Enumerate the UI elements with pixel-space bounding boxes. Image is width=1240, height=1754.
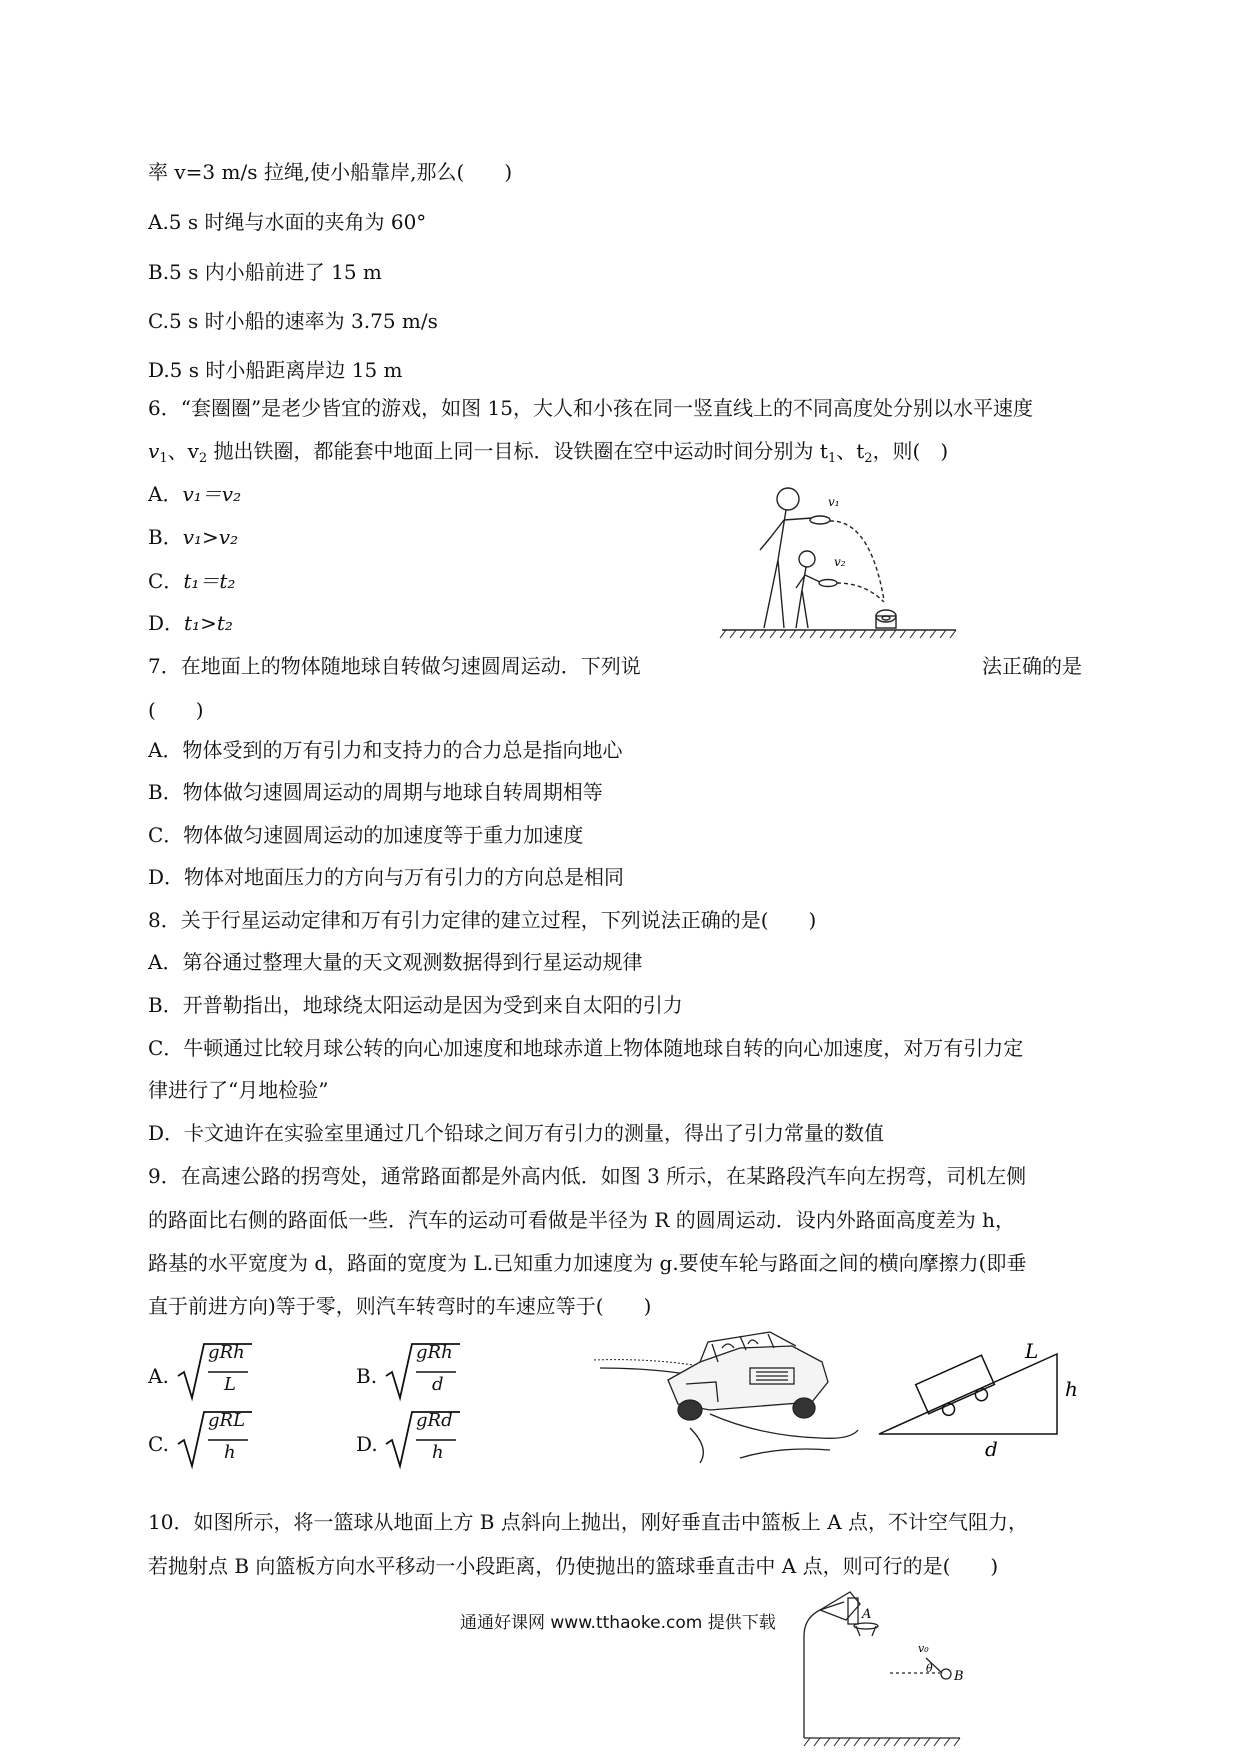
q7-option-c: C．物体做匀速圆周运动的加速度等于重力加速度 bbox=[148, 823, 584, 847]
q6-stem-line1: 6．“套圈圈”是老少皆宜的游戏，如图 15，大人和小孩在同一竖直线上的不同高度处分别以水平速度 bbox=[148, 396, 1033, 420]
q7-stem-left: 7．在地面上的物体随地球自转做匀速圆周运动．下列说 bbox=[148, 654, 641, 678]
q8-option-b: B．开普勒指出，地球绕太阳运动是因为受到来自太阳的引力 bbox=[148, 993, 683, 1017]
q7-option-b: B．物体做匀速圆周运动的周期与地球自转周期相等 bbox=[148, 780, 603, 804]
v1-label: v₁ bbox=[828, 495, 840, 509]
q8-option-c-line1: C．牛顿通过比较月球公转的向心加速度和地球赤道上物体随地球自转的向心加速度，对万有引力定 bbox=[148, 1036, 1024, 1060]
q8-option-d: D．卡文迪许在实验室里通过几个铅球之间万有引力的测量，得出了引力常量的数值 bbox=[148, 1121, 885, 1145]
l-label: L bbox=[1025, 1339, 1039, 1363]
q8-option-c-line2: 律进行了“月地检验” bbox=[148, 1078, 329, 1102]
footer-download-note: 通通好课网 www.tthaoke.com 提供下载 bbox=[460, 1613, 776, 1633]
q7-option-a: A．物体受到的万有引力和支持力的合力总是指向地心 bbox=[148, 738, 623, 762]
car-curve-figure bbox=[590, 1318, 860, 1463]
a-label: A bbox=[862, 1607, 872, 1622]
q9-option-c: C. gRL h bbox=[148, 1410, 258, 1470]
q7-stem-line2: ( ) bbox=[148, 698, 204, 722]
q8-option-a: A．第谷通过整理大量的天文观测数据得到行星运动规律 bbox=[148, 950, 643, 974]
q5-option-b: B.5 s 内小船前进了 15 m bbox=[148, 260, 382, 284]
q10-stem-line1: 10．如图所示，将一篮球从地面上方 B 点斜向上抛出，刚好垂直击中篮板上 A 点，不计空气阻力， bbox=[148, 1510, 1029, 1534]
q6-option-b: B．v₁>v₂ bbox=[148, 525, 239, 549]
q9-option-d: D. gRd h bbox=[356, 1410, 466, 1470]
incline-diagram bbox=[875, 1330, 1085, 1460]
q6-option-c: C．t₁＝t₂ bbox=[148, 569, 236, 593]
q6-stem-line2: $v_1$、$v_2$ 抛出铁圈，都能套中地面上同一目标．设铁圈在空中运动时间分别为 $t_1$、$t_2$，则( ) bbox=[148, 439, 949, 466]
q8-stem: 8．关于行星运动定律和万有引力定律的建立过程，下列说法正确的是( ) bbox=[148, 908, 817, 932]
q9-option-b: B. gRh d bbox=[356, 1342, 466, 1402]
q5-option-c: C.5 s 时小船的速率为 3.75 m/s bbox=[148, 309, 438, 333]
q9-stem-line3: 路基的水平宽度为 d，路面的宽度为 L.已知重力加速度为 g.要使车轮与路面之间的横向摩擦力(即垂 bbox=[148, 1251, 1027, 1275]
q6-option-a: A．v₁＝v₂ bbox=[148, 482, 242, 506]
q7-option-d: D．物体对地面压力的方向与万有引力的方向总是相同 bbox=[148, 865, 625, 889]
q5-option-a: A.5 s 时绳与水面的夹角为 60° bbox=[148, 210, 427, 234]
q5-stem-tail: 率 v=3 m/s 拉绳,使小船靠岸,那么( ) bbox=[148, 160, 513, 184]
q9-option-a: A. gRh L bbox=[148, 1342, 258, 1402]
d-label: d bbox=[985, 1437, 998, 1461]
v0-label: v₀ bbox=[918, 1642, 929, 1655]
q7-stem-right: 法正确的是 bbox=[982, 654, 1082, 678]
v2-label: v₂ bbox=[834, 555, 846, 569]
q10-stem-line2: 若抛射点 B 向篮板方向水平移动一小段距离，仍使抛出的篮球垂直击中 A 点，则可行的是( ) bbox=[148, 1554, 999, 1578]
q6-option-d: D．t₁>t₂ bbox=[148, 611, 233, 635]
b-label: B bbox=[954, 1669, 964, 1684]
theta-label: θ bbox=[926, 1662, 933, 1675]
q9-stem-line4: 直于前进方向)等于零，则汽车转弯时的车速应等于( ) bbox=[148, 1294, 652, 1318]
ring-toss-figure bbox=[720, 480, 960, 650]
basketball-figure bbox=[790, 1588, 990, 1748]
h-label: h bbox=[1065, 1377, 1078, 1401]
q5-option-d: D.5 s 时小船距离岸边 15 m bbox=[148, 358, 403, 382]
q9-stem-line1: 9．在高速公路的拐弯处，通常路面都是外高内低．如图 3 所示，在某路段汽车向左拐弯，司机左侧 bbox=[148, 1164, 1027, 1188]
q9-stem-line2: 的路面比右侧的路面低一些．汽车的运动可看做是半径为 R 的圆周运动．设内外路面高度差为 h， bbox=[148, 1208, 1016, 1232]
